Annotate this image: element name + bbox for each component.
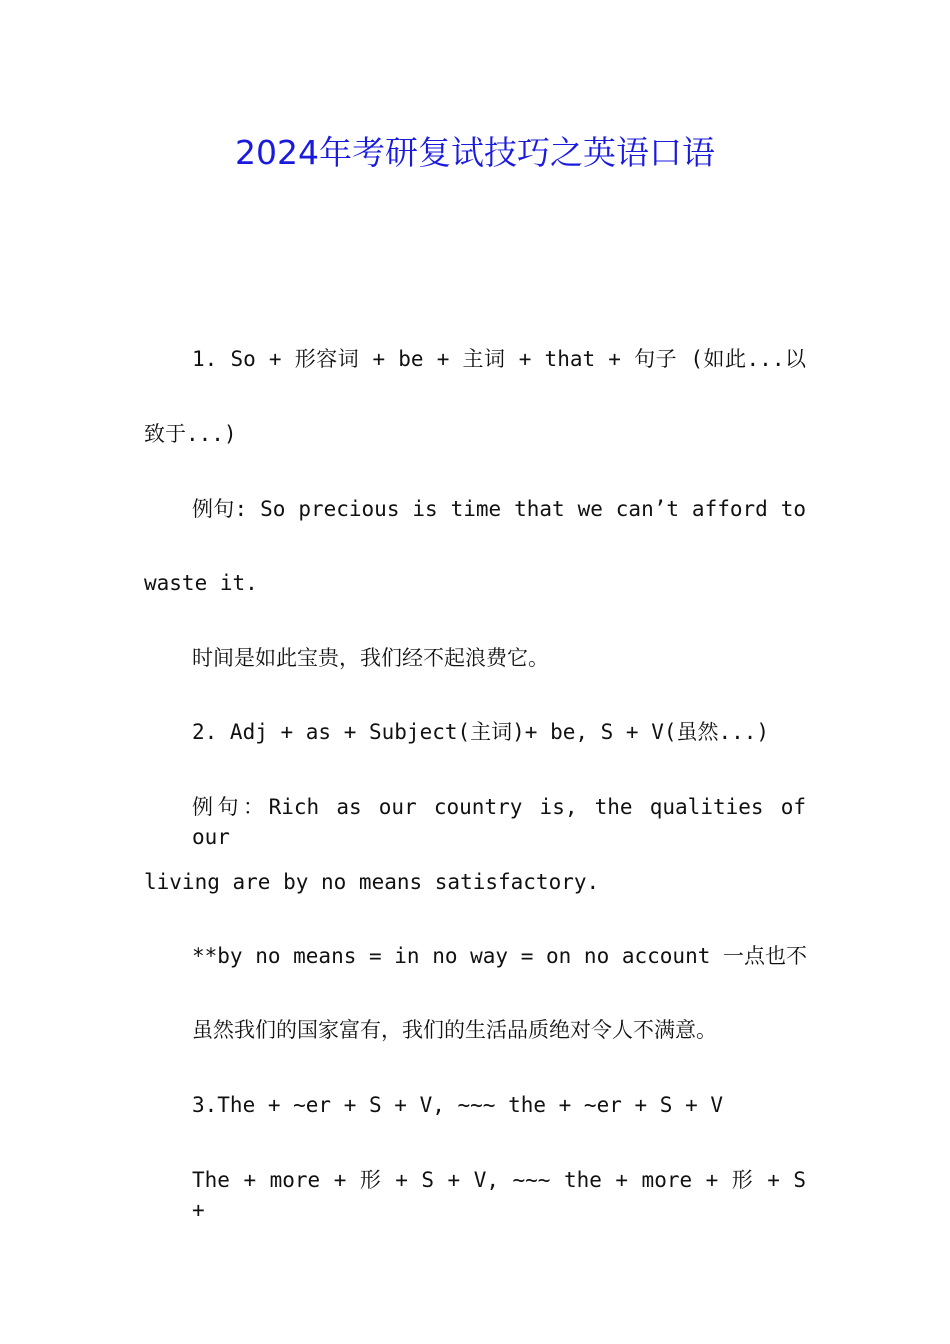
paragraph-line-11: 3.The + ~er + S + V, ~~~ the + ~er + S + V xyxy=(192,1093,724,1117)
paragraph-line-4: waste it. xyxy=(144,571,258,595)
paragraph-line-2: 致于...) xyxy=(144,422,237,446)
paragraph-line-7: 例句：Rich as our country is, the qualities of our xyxy=(192,795,806,849)
paragraph-line-10: 虽然我们的国家富有，我们的生活品质绝对令人不满意。 xyxy=(192,1018,717,1042)
paragraph-line-8: living are by no means satisfactory. xyxy=(144,870,600,894)
paragraph-line-9: **by no means = in no way = on no account 一点也不 xyxy=(192,944,808,968)
paragraph-line-3: 例句: So precious is time that we can’t afford to xyxy=(192,497,806,521)
paragraph-line-6: 2. Adj + as + Subject(主词)+ be, S + V(虽然...) xyxy=(192,720,770,744)
paragraph-line-1: 1. So + 形容词 + be + 主词 + that + 句子 (如此...以 xyxy=(192,347,806,371)
document-title: 2024年考研复试技巧之英语口语 xyxy=(235,133,715,172)
paragraph-line-12: The + more + 形 + S + V, ~~~ the + more + 形 + S + xyxy=(192,1168,806,1222)
paragraph-line-5: 时间是如此宝贵，我们经不起浪费它。 xyxy=(192,646,549,670)
